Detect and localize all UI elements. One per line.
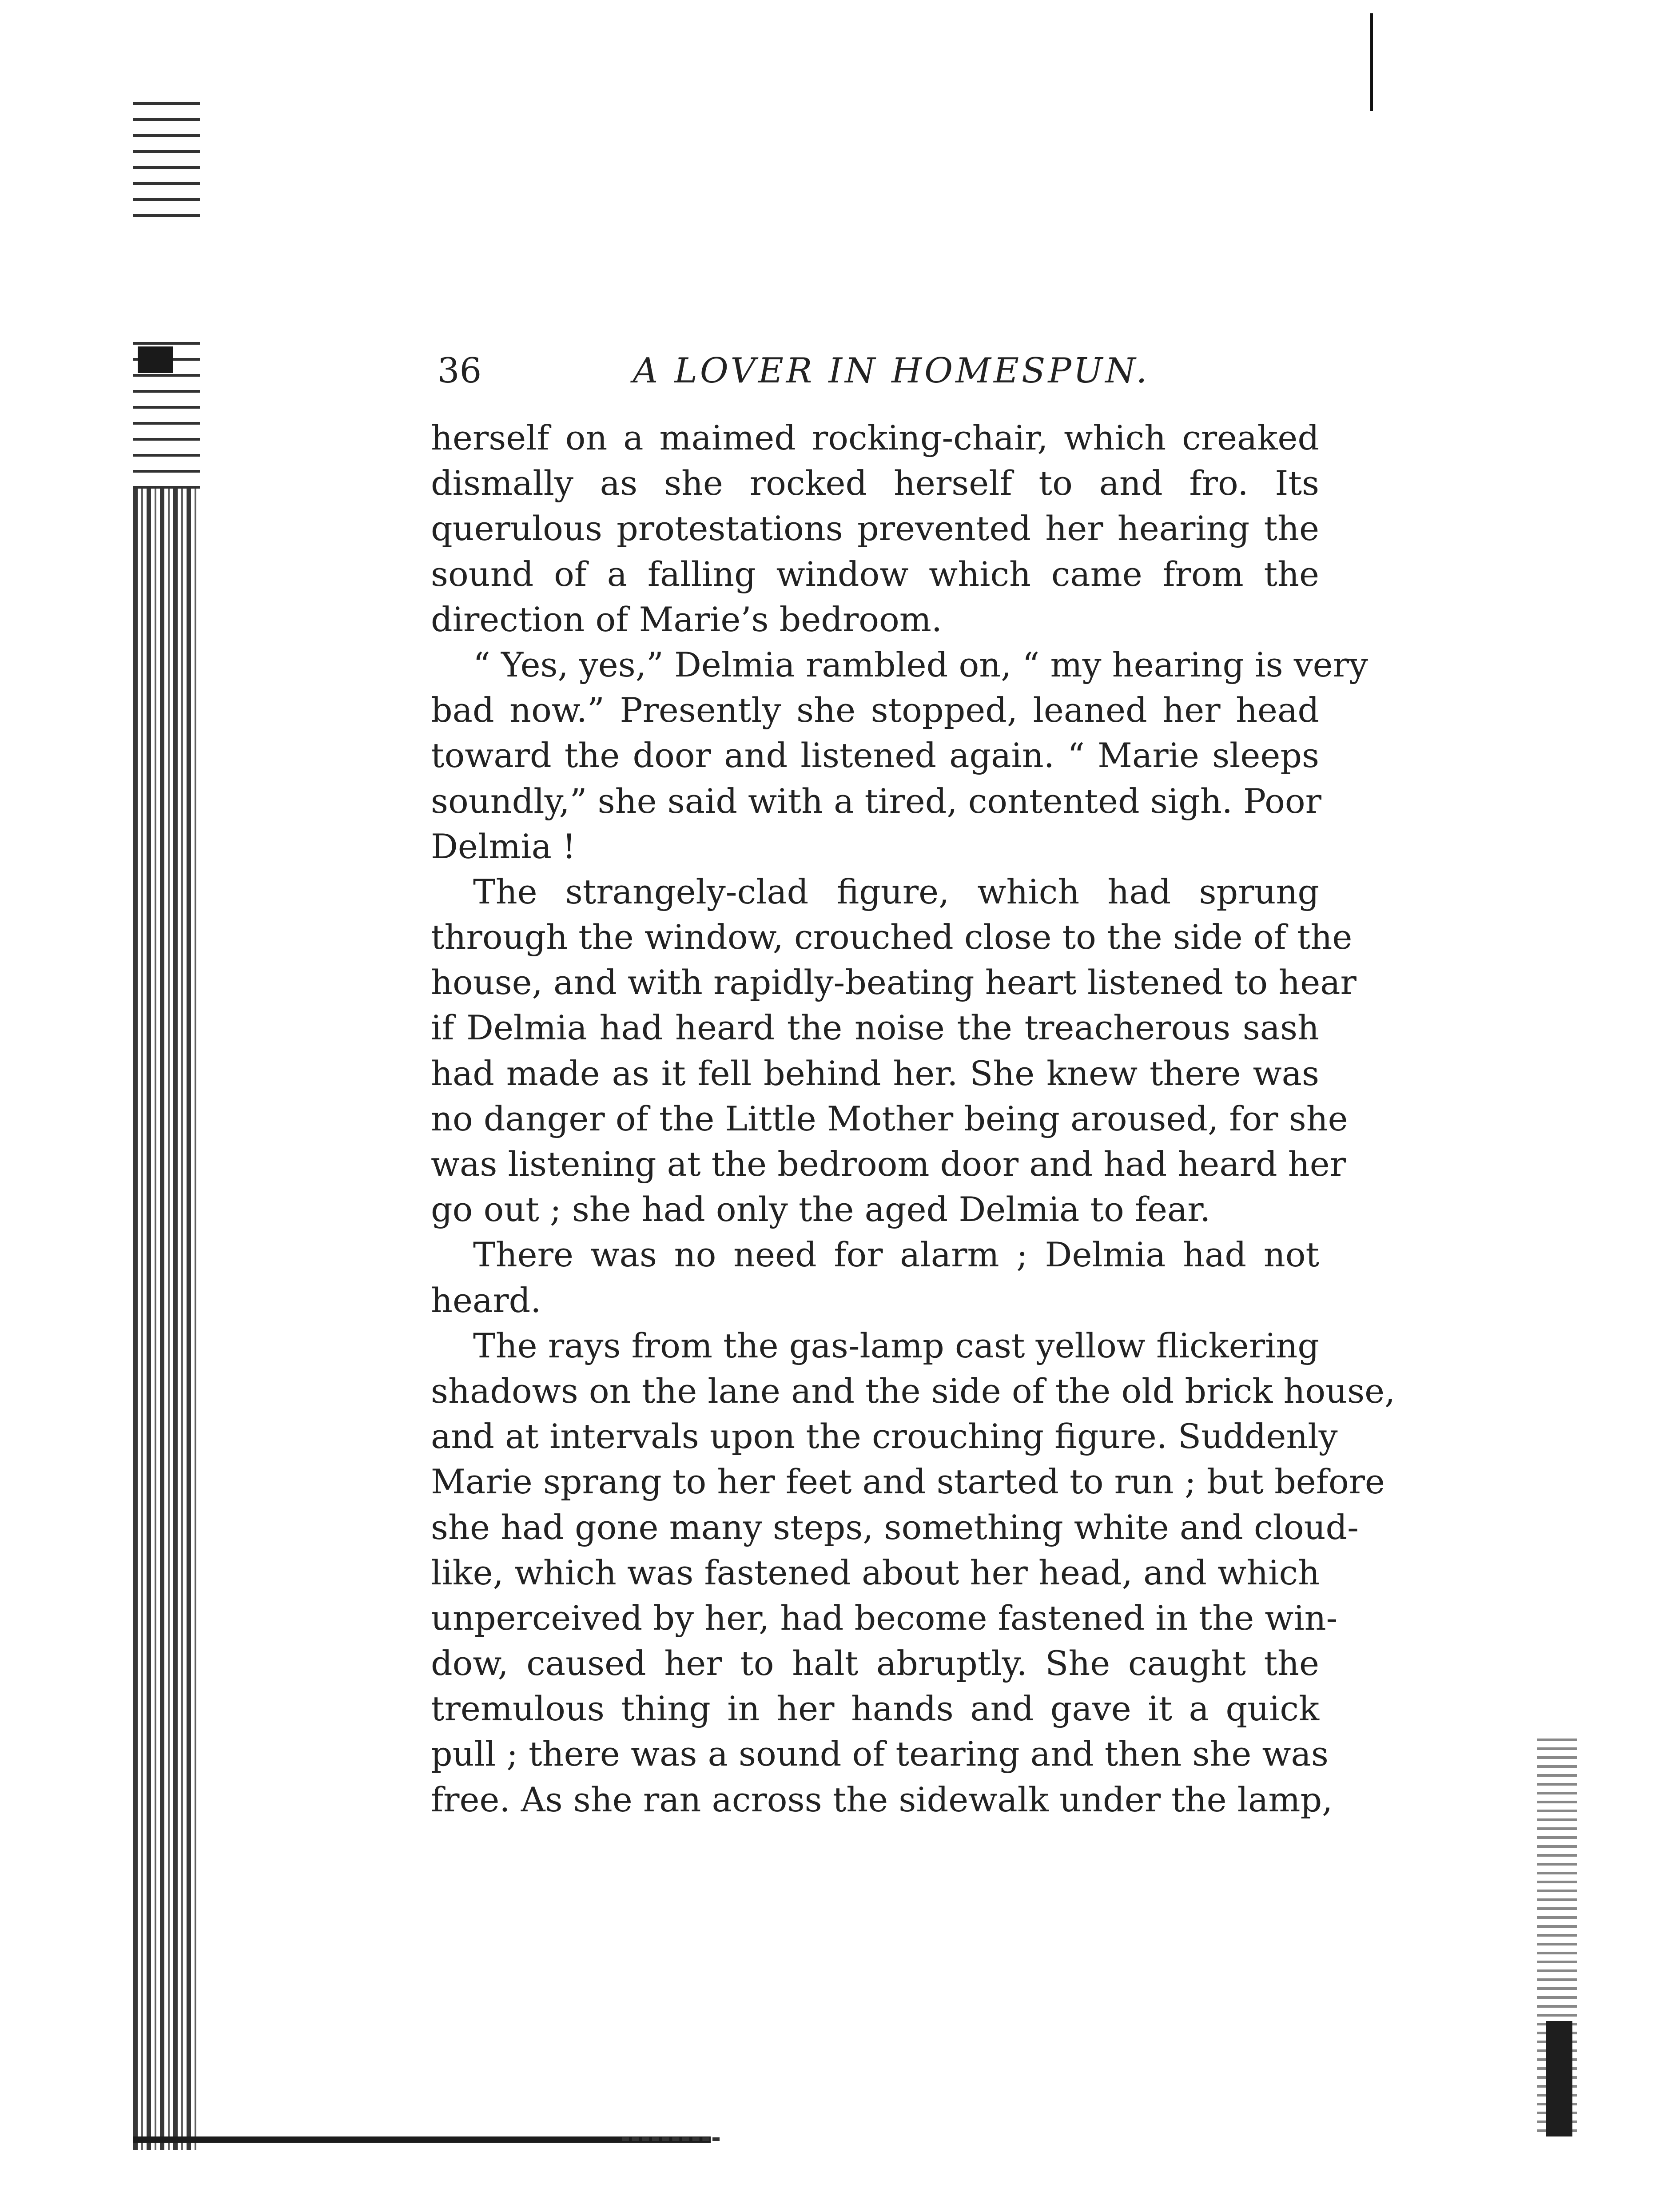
paragraph — [431, 415, 1319, 642]
text-line: like, which was fastened about her head, and which — [431, 1552, 1320, 1592]
text-line: had made as it fell behind her. She knew there was — [431, 1053, 1319, 1093]
paragraph — [431, 642, 1368, 869]
text-line: no danger of the Little Mother being aroused, for she — [431, 1098, 1348, 1138]
bottom-edge-dash — [622, 2137, 720, 2141]
text-line: go out ; she had only the aged Delmia to fear. — [431, 1190, 1211, 1229]
text-line: The strangely-clad figure, which had sprung — [473, 871, 1319, 911]
page-number: 36 — [438, 351, 482, 391]
paragraph — [431, 1232, 1319, 1323]
text-line: The rays from the gas-lamp cast yellow flickering — [473, 1325, 1319, 1365]
text-line: pull ; there was a sound of tearing and then she was — [431, 1734, 1329, 1774]
text-line: unperceived by her, had become fastened in the win- — [431, 1598, 1338, 1638]
text-line: free. As she ran across the sidewalk under the lamp, — [431, 1779, 1333, 1819]
text-line: soundly,” she said with a tired, contented sigh. Poor — [431, 781, 1321, 821]
text-line: she had gone many steps, something white and cloud- — [431, 1507, 1359, 1547]
top-right-mark — [1370, 13, 1373, 111]
right-edge-shadow — [1546, 2021, 1572, 2136]
paragraph — [431, 869, 1357, 1233]
text-line: house, and with rapidly-beating heart listened to hear — [431, 963, 1357, 1003]
binding-gap — [133, 222, 200, 338]
text-line: tremulous thing in her hands and gave it a quick — [431, 1689, 1319, 1729]
text-line: sound of a falling window which came from the — [431, 554, 1319, 594]
text-line: was listening at the bedroom door and had heard her — [431, 1144, 1346, 1184]
page-header — [438, 346, 1326, 395]
text-line: bad now.” Presently she stopped, leaned her head — [431, 690, 1319, 730]
text-line: dismally as she rocked herself to and fro. Its — [431, 463, 1319, 503]
text-line: There was no need for alarm ; Delmia had not — [473, 1235, 1319, 1275]
text-line: direction of Marie’s bedroom. — [431, 599, 942, 639]
text-line: heard. — [431, 1280, 541, 1320]
text-line: shadows on the lane and the side of the old brick house, — [431, 1371, 1396, 1411]
text-line: querulous protestations prevented her hearing the — [431, 509, 1319, 549]
text-line: and at intervals upon the crouching figure. Suddenly — [431, 1416, 1338, 1456]
text-line: through the window, crouched close to the side of the — [431, 917, 1353, 957]
text-line: Marie sprang to her feet and started to run ; but before — [431, 1462, 1385, 1502]
text-line: if Delmia had heard the noise the treacherous sash — [431, 1008, 1319, 1048]
running-title: A LOVER IN HOMESPUN. — [633, 351, 1150, 391]
binding-mark — [138, 346, 173, 373]
text-line: toward the door and listened again. “ Marie sleeps — [431, 736, 1319, 776]
text-line: “ Yes, yes,” Delmia rambled on, “ my hearing is very — [473, 645, 1368, 684]
body-text — [431, 415, 1396, 1822]
text-line: dow, caused her to halt abruptly. She caught the — [431, 1643, 1319, 1683]
text-line: Delmia ! — [431, 826, 576, 866]
text-line: herself on a maimed rocking-chair, which creaked — [431, 418, 1319, 458]
paragraph — [431, 1323, 1396, 1822]
